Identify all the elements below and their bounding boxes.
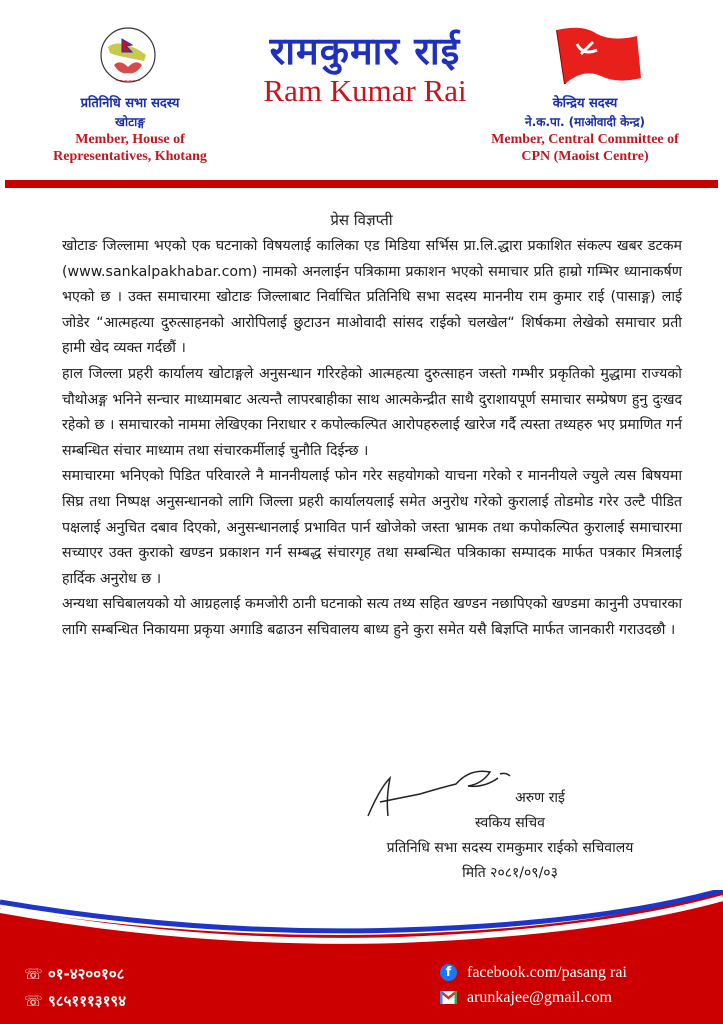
facebook-row — [440, 960, 627, 985]
left-title-nepali: प्रतिनिधि सभा सदस्य — [80, 96, 180, 111]
phone-number[interactable]: ०१-४२००१०८ — [48, 964, 125, 983]
press-release-body — [62, 234, 682, 644]
document-title: प्रेस विज्ञप्ती — [330, 211, 393, 229]
email-row — [440, 985, 627, 1010]
signature-block — [330, 762, 690, 886]
phone-icon: ☏ — [24, 964, 43, 983]
party-nepali: ने.क.पा. (माओवादी केन्द्र) — [525, 115, 645, 129]
paragraph: अन्यथा सचिबालयको यो आग्रहलाई कमजोरी ठानी घटनाको सत्य तथ्य सहित खण्डन नछापिएको खण्डमा कानुनी उपचारका लागि सम्बन्धित निकायमा प्रकृया अगाडि बढाउन सचिवालय बाध्य हुने कुरा समेत यसै बिज्ञप्ति मार्फत जानकारी गराउदछौ । — [62, 596, 682, 638]
right-title-nepali: केन्द्रिय सदस्य — [552, 96, 618, 111]
phone-row — [24, 960, 126, 987]
svg-text:~~~~~~: ~~~~~~ — [115, 78, 141, 84]
phone-icon: ☏ — [24, 991, 43, 1010]
name-nepali: रामकुमार राई — [269, 29, 461, 73]
facebook-icon: f — [440, 964, 457, 981]
phone-contacts — [24, 960, 126, 1014]
name-english: Ram Kumar Rai — [263, 73, 467, 108]
left-title-english-2: Representatives, Khotang — [53, 149, 207, 164]
party-flag-icon — [553, 26, 643, 88]
paragraph: हाल जिल्ला प्रहरी कार्यालय खोटाङ्गले अनुसन्धान गरिरहेको आत्महत्या दुरुत्साहन जस्तो गम्भीर प्रकृतिको मुद्धामा राज्यको चौथोअङ्ग भनिने सन्चार माध्यामबाट अत्यन्तै लापरबाहीका साथ आत्मकेन्द्रीत साथै दुराशायपूर्ण समाचार सम्प्रेषण हुनु दुःखद रहेको छ । समाचारको नाममा लेखिएका निराधार र कपोल्कल्पित आरोपहरुलाई खारेज गर्दै त्यस्ता तथ्यहरु भए प्रमाणित गर्न सम्बन्धित संचार माध्याम तथा संचारकर्मीलाई चुनौति दिईन्छ । — [62, 365, 682, 459]
left-credentials — [20, 95, 240, 165]
document-date: मिति २०८१/०९/०३ — [462, 865, 558, 881]
email-link[interactable]: arunkajee@gmail.com — [467, 988, 612, 1006]
constituency-nepali: खोटाङ्ग — [115, 115, 145, 129]
gmail-icon — [440, 991, 457, 1004]
online-contacts — [440, 960, 627, 1010]
right-title-english-1: Member, Central Committee of — [491, 132, 679, 147]
signatory-designation: स्वकिय सचिव — [475, 815, 545, 831]
signatory-office: प्रतिनिधि सभा सदस्य रामकुमार राईको सचिवालय — [386, 840, 634, 856]
letterhead — [0, 0, 723, 195]
phone-number[interactable]: ९८५१११३१९४ — [48, 991, 127, 1010]
paragraph: समाचारमा भनिएको पिडित परिवारले नै माननीयलाई फोन गरेर सहयोगको याचना गरेको र माननीयले ज्युले त्यस बिषयमा सिघ्र तथा निष्पक्ष अनुसन्धानको लागि जिल्ला प्रहरी कार्यालयलाई समेत अनुरोध गरेको कुरालाई तोडमोड गरेर उल्टै पीडित पक्षलाई अनुचित दबाव दिएको, अनुसन्धानलाई प्रभावित पार्न खोजेको जस्ता भ्रामक तथा कपोकल्पित कुरालाई समाचारमा सच्याएर उक्त कुराको खण्डन प्रकाशन गर्न सम्बद्ध संचारगृह तथा सम्बन्धित पत्रिकाका सम्पादक मार्फत पत्रकार मित्रलाई हार्दिक अनुरोध छ । — [62, 468, 682, 587]
paragraph: खोटाङ जिल्लामा भएको एक घटनाको विषयलाई कालिका एड मिडिया सर्भिस प्रा.लि.द्धारा प्रकाशित संकल्प खबर डटकम (www.sankalpakhabar.com) नामको अनलाईन पत्रिकामा प्रकाशन भएको समाचार प्रति हाम्रो गम्भिर ध्यानाकर्षण भएको छ । उक्त समाचारमा खोटाङ जिल्लाबाट निर्वाचित प्रतिनिधि सभा सदस्य माननीय राम कुमार राई (पासाङ्ग) लाई जोडेर “आत्महत्या दुरुत्साहनको आरोपिलाई छुटाउन माओवादी सांसद राईको चलखेल“ शिर्षकमा लेखेको समाचार प्रती हामी खेद व्यक्त गर्दछौं । — [62, 238, 682, 357]
phone-row — [24, 987, 126, 1014]
right-credentials — [460, 95, 710, 165]
parliament-emblem-icon — [98, 25, 158, 89]
header-divider — [5, 180, 718, 188]
right-title-english-2: CPN (Maoist Centre) — [521, 149, 649, 164]
left-title-english-1: Member, House of — [75, 132, 185, 147]
facebook-link[interactable]: facebook.com/pasang rai — [467, 963, 627, 981]
signatory-name: अरुण राई — [515, 790, 565, 806]
